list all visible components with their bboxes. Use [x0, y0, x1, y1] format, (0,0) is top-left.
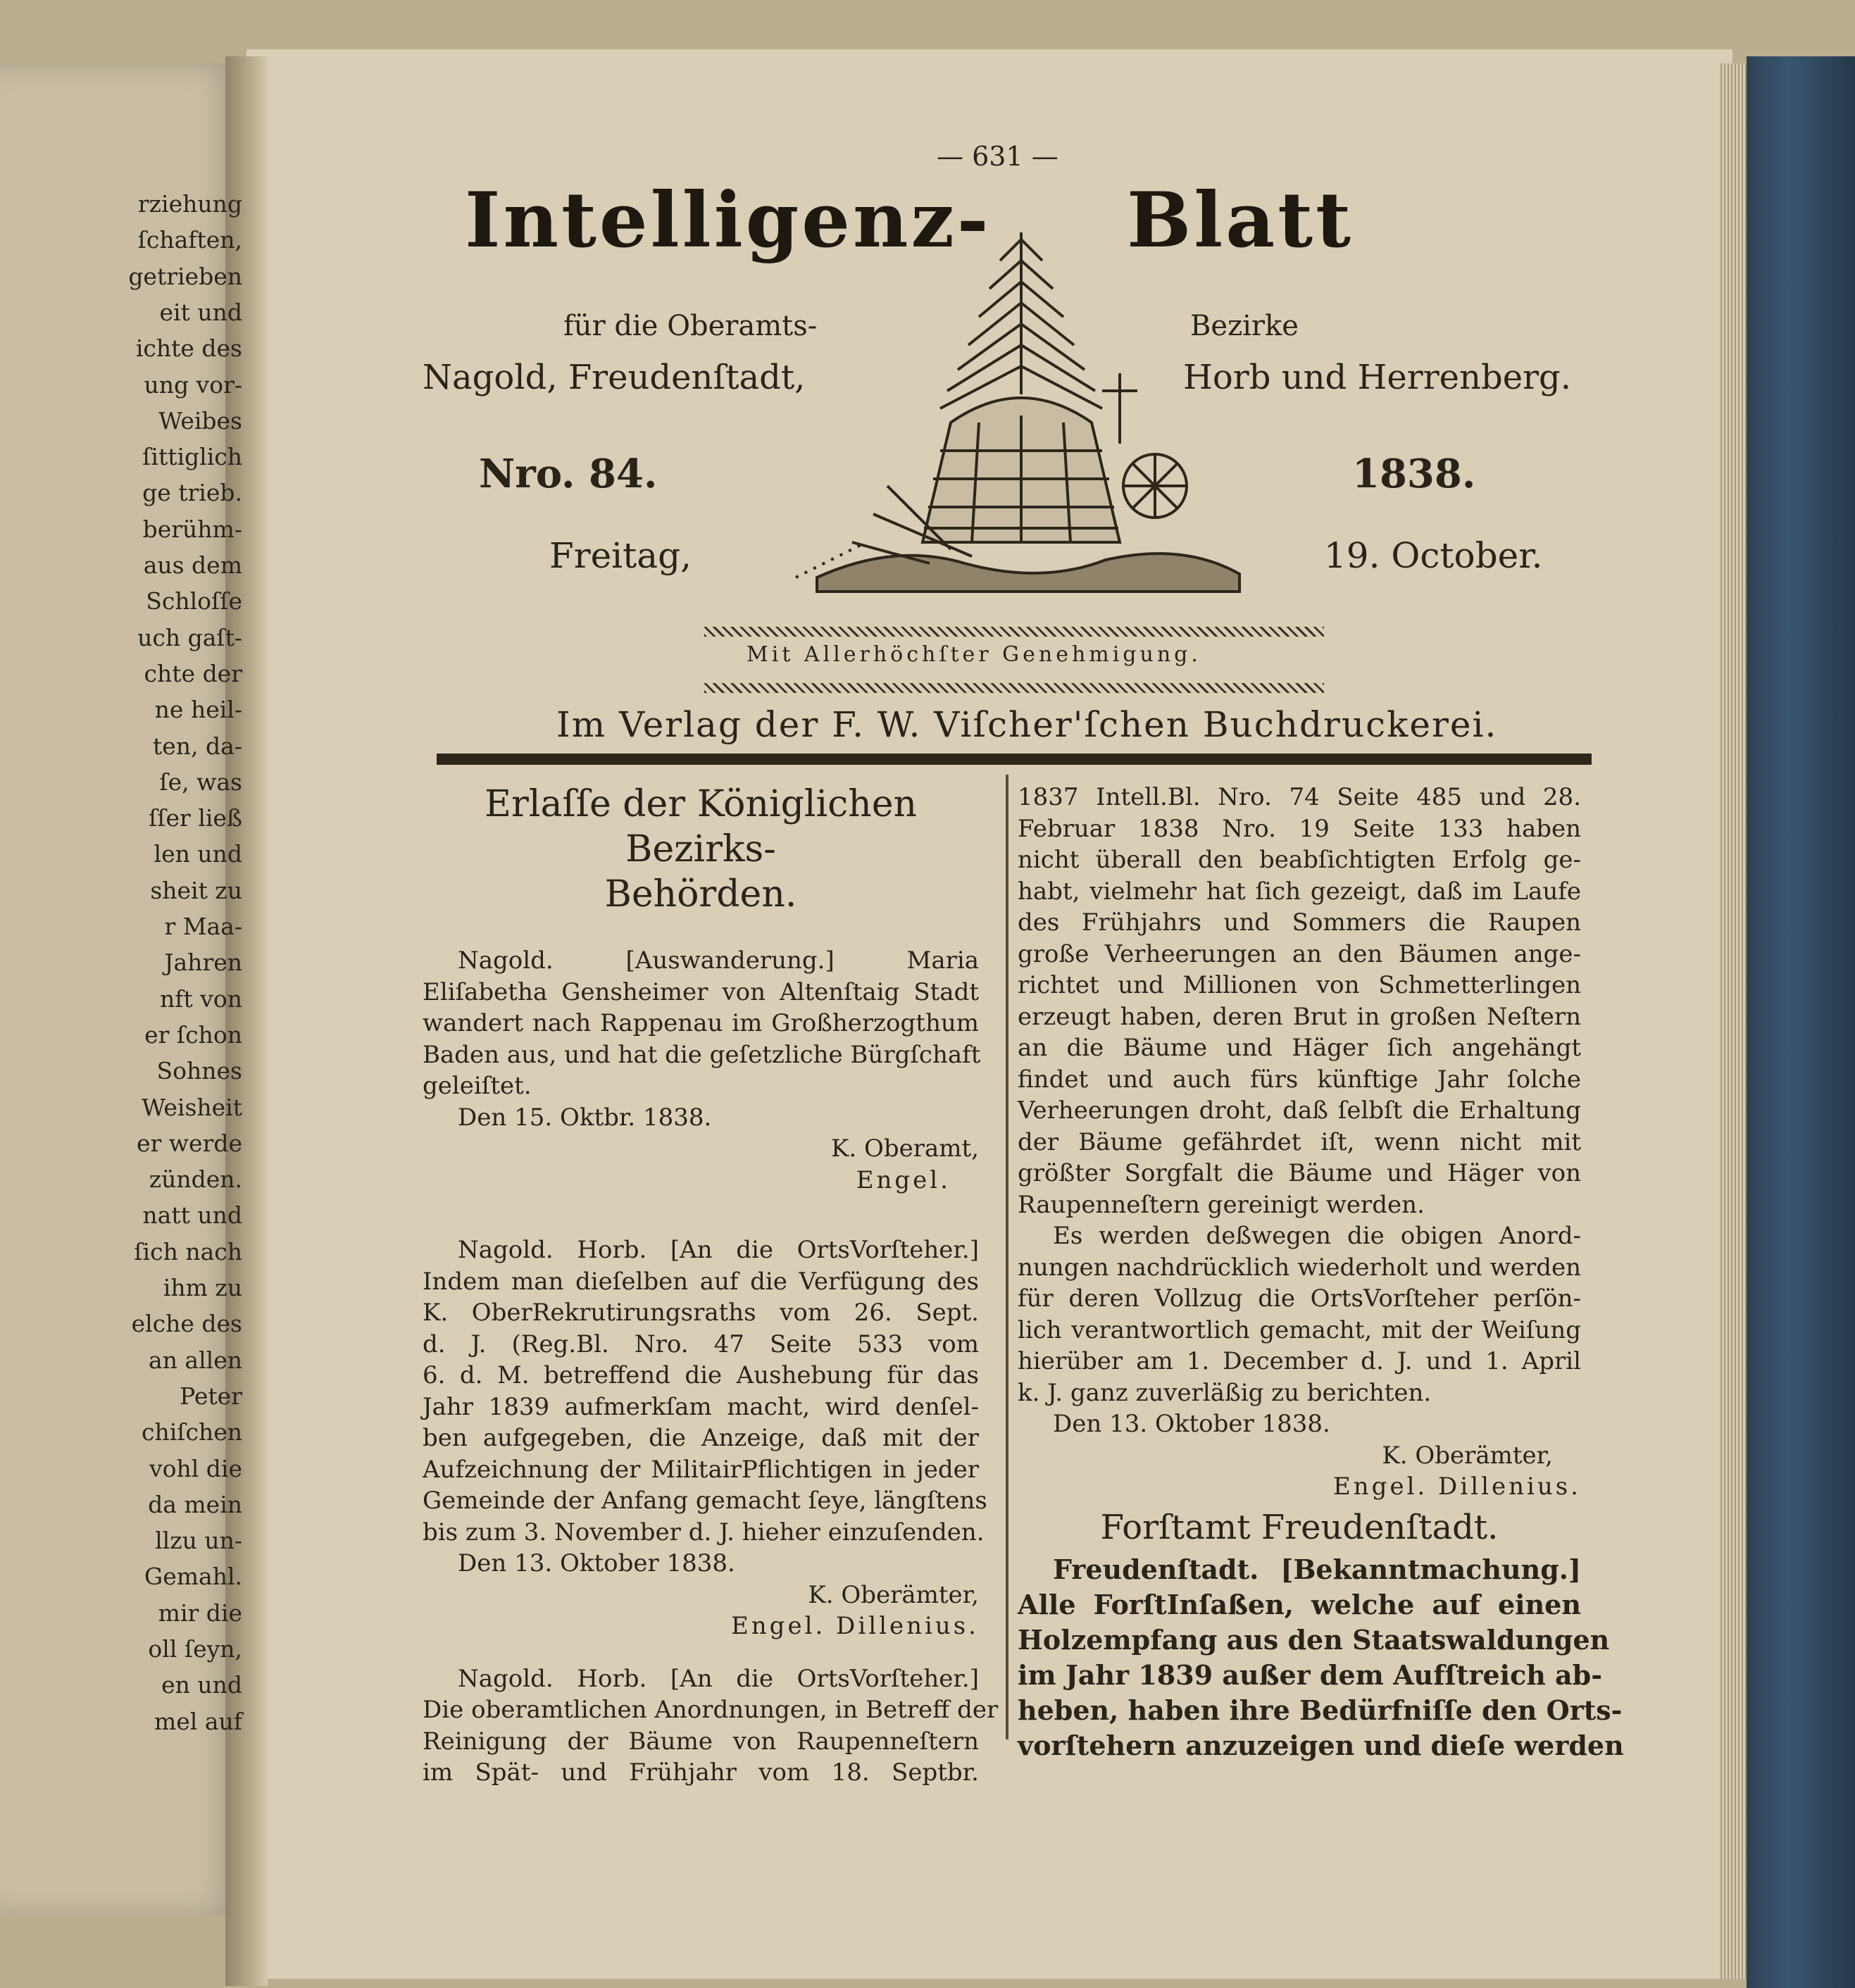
left-page-line: ſittiglich	[142, 443, 242, 471]
notice-signature-name: Engel.	[856, 1165, 951, 1194]
left-page-line: ſich nach	[134, 1237, 242, 1265]
text-line: Gemeinde der Anfang gemacht ſeye, längſtens	[423, 1487, 987, 1515]
text-line: größter Sorgfalt die Bäume und Häger von	[1018, 1159, 1581, 1187]
column-divider	[1006, 775, 1008, 1739]
text-line: vorſtehern anzuzeigen und dieſe werden	[1018, 1729, 1624, 1761]
section-title-forestry: Forſtamt Freudenſtadt.	[1100, 1507, 1499, 1547]
left-page-line: da mein	[148, 1490, 242, 1518]
text-line: findet und auch fürs künftige Jahr ſolche	[1018, 1065, 1581, 1094]
left-page-line: ung vor-	[144, 370, 242, 399]
left-page-line: nft von	[160, 984, 242, 1013]
ground	[817, 554, 1239, 592]
left-page-line: elche des	[131, 1310, 242, 1338]
text-line: d. J. (Reg.Bl. Nro. 47 Seite 533 vom	[423, 1330, 979, 1358]
left-page-line: natt und	[142, 1201, 242, 1230]
page-edges	[1718, 63, 1747, 1979]
text-line: Holzempfang aus den Staatswaldungen	[1018, 1623, 1610, 1656]
heavy-rule	[437, 754, 1592, 765]
left-page-line: Gemahl.	[144, 1563, 242, 1591]
notice-caterpillars-continued	[1018, 782, 1581, 1220]
column-left	[423, 782, 999, 1789]
text-line: 6. d. M. betreffend die Aushebung für das	[423, 1361, 979, 1389]
text-line: der Bäume gefährdet iſt, wenn nicht mit	[1018, 1127, 1581, 1156]
text-line: im Jahr 1839 außer dem Aufſtreich ab-	[1018, 1658, 1603, 1691]
left-page-line: mel auf	[154, 1707, 242, 1735]
text-line: für deren Vollzug die OrtsVorſteher perſön-	[1018, 1284, 1581, 1313]
notice-date: Den 13. Oktober 1838.	[1053, 1410, 1330, 1438]
text-line: nungen nachdrücklich wiederholt und werden	[1018, 1253, 1581, 1282]
left-page-line: an allen	[149, 1346, 242, 1374]
ornamental-rule-top	[704, 627, 1324, 637]
left-page-line: er ſchon	[144, 1020, 242, 1049]
left-page-line: berühm-	[142, 515, 242, 543]
left-page-line: rziehung	[137, 190, 242, 218]
book-spine	[1747, 56, 1855, 1988]
left-page-line: chiſchen	[141, 1418, 242, 1446]
left-page-line: uch gaſt-	[137, 623, 242, 651]
issue-year: 1838.	[1352, 451, 1476, 497]
left-page-line: Weisheit	[142, 1093, 242, 1121]
text-line: große Verheerungen an den Bäumen ange-	[1018, 939, 1581, 968]
text-line: erzeugt haben, deren Brut in großen Neſtern	[1018, 1002, 1581, 1031]
column-right	[1018, 782, 1624, 1763]
text-line: geleiſtet.	[423, 1072, 532, 1100]
notice-caterpillars-order	[1018, 1220, 1581, 1408]
text-line: hierüber am 1. December d. J. und 1. April	[1018, 1347, 1581, 1375]
left-page-line: ſchaften,	[137, 226, 242, 254]
page-number: — 631 —	[937, 141, 1058, 172]
left-page-line: chte der	[144, 659, 242, 687]
left-page-line: len und	[154, 840, 242, 868]
left-page-line: getrieben	[128, 262, 242, 290]
left-page-line: ten, da-	[153, 732, 242, 760]
notice-signature-name: Engel. Dillenius.	[1332, 1473, 1581, 1501]
notice-emigration	[423, 945, 979, 1102]
text-line: heben, haben ihre Bedürfniſſe den Orts-	[1018, 1694, 1623, 1726]
issue-weekday: Freitag,	[549, 535, 692, 576]
left-page-line: mir die	[158, 1599, 242, 1627]
notice-wood-supply	[1018, 1552, 1624, 1763]
left-page-line: sheit zu	[150, 876, 242, 904]
left-page-line: llzu un-	[155, 1527, 242, 1555]
notice-date: Den 15. Oktbr. 1838.	[458, 1103, 712, 1132]
left-page-line: Schloſſe	[146, 587, 242, 615]
text-line: richtet und Millionen von Schmetterlingen	[1018, 971, 1581, 999]
title-right: Blatt	[1127, 176, 1354, 265]
text-line: Reinigung der Bäume von Raupenneſtern	[423, 1727, 979, 1756]
section-title-authorities: Erlaſſe der Königlichen Bezirks- Behörden.	[485, 783, 917, 915]
notice-signature-office: K. Oberämter,	[1382, 1441, 1553, 1470]
left-page-line: ſſer ließ	[149, 804, 242, 832]
text-line: lich verantwortlich gemacht, mit der Weiſung	[1018, 1315, 1581, 1344]
text-line: Indem man dieſelben auf die Verfügung des	[423, 1267, 979, 1296]
text-line: Nagold. [Auswanderung.] Maria	[458, 946, 979, 975]
text-line: Jahr 1839 aufmerkſam macht, wird denſel-	[423, 1392, 979, 1421]
notice-signature-office: K. Oberamt,	[830, 1134, 979, 1163]
subtitle-left: für die Oberamts-	[563, 310, 818, 342]
issue-date: 19. October.	[1324, 535, 1543, 576]
text-line: 1837 Intell.Bl. Nro. 74 Seite 485 und 28.	[1018, 783, 1581, 811]
notice-signature-name: Engel. Dillenius.	[730, 1612, 979, 1640]
left-page-line: ihm zu	[163, 1274, 242, 1301]
left-page-line: Peter	[180, 1382, 242, 1410]
left-page-line: Sohnes	[156, 1057, 242, 1085]
text-line: im Spät- und Frühjahr vom 18. Septbr.	[423, 1758, 979, 1787]
text-line: K. OberRekrutirungsraths vom 26. Sept.	[423, 1299, 979, 1327]
left-page-line: zünden.	[149, 1165, 242, 1194]
text-line: nicht überall den beabſichtigten Erfolg ge-	[1018, 846, 1581, 874]
text-line: Februar 1838 Nro. 19 Seite 133 haben	[1018, 814, 1581, 843]
text-line: habt, vielmehr hat ſich gezeigt, daß im Laufe	[1018, 877, 1581, 906]
notice-caterpillars	[423, 1663, 999, 1789]
text-line: Nagold. Horb. [An die OrtsVorſteher.]	[458, 1236, 979, 1264]
text-line: k. J. ganz zuverläßig zu berichten.	[1018, 1378, 1432, 1407]
text-line: ben aufgegeben, die Anzeige, daß mit der	[423, 1424, 979, 1452]
publisher-line: Im Verlag der F. W. Viſcher'ſchen Buchdruckerei.	[556, 704, 1498, 745]
left-page-line: ſe, was	[159, 768, 242, 796]
left-page-line: vohl die	[149, 1454, 242, 1482]
text-line: Nagold. Horb. [An die OrtsVorſteher.]	[458, 1664, 979, 1693]
masthead-emblem	[789, 211, 1254, 606]
notice-date: Den 13. Oktober 1838.	[458, 1549, 735, 1577]
places-left: Nagold, Freudenſtadt,	[423, 358, 806, 397]
text-line: wandert nach Rappenau im Großherzogthum	[423, 1009, 979, 1037]
text-line: Die oberamtlichen Anordnungen, in Betreff der	[423, 1696, 999, 1724]
left-page-line: ge trieb.	[142, 479, 242, 507]
text-line: Es werden deßwegen die obigen Anord-	[1053, 1222, 1581, 1250]
notice-recruitment	[423, 1234, 987, 1548]
text-line: Verheerungen droht, daß ſelbſt die Erhaltung	[1018, 1096, 1581, 1125]
left-page-line: er werde	[137, 1129, 242, 1157]
left-page-line: Jahren	[164, 949, 242, 977]
text-line: Alle ForſtInſaßen, welche auf einen	[1018, 1588, 1581, 1620]
ornamental-rule-bottom	[704, 683, 1324, 693]
cross-icon	[1102, 373, 1137, 444]
approval-line: Mit Allerhöchſter Genehmigung.	[747, 642, 1201, 667]
subtitle-right: Bezirke	[1190, 310, 1299, 342]
text-line: an die Bäume und Häger ſich angehängt	[1018, 1034, 1581, 1062]
text-line: Eliſabetha Gensheimer von Altenſtaig Stadt	[423, 977, 979, 1006]
left-page-line: aus dem	[143, 551, 242, 579]
left-page-line: r Maa-	[164, 913, 242, 940]
left-page-line: oll ſeyn,	[148, 1635, 242, 1663]
left-page-line: ichte des	[135, 335, 242, 363]
places-right: Horb und Herrenberg.	[1183, 358, 1572, 397]
text-line: des Frühjahrs und Sommers die Raupen	[1018, 908, 1581, 937]
left-page-line: ne heil-	[154, 696, 242, 724]
text-line: Freudenſtadt. [Bekanntmachung.]	[1053, 1553, 1581, 1585]
text-line: bis zum 3. November d. J. hieher einzuſenden.	[423, 1518, 985, 1546]
left-page-line: eit und	[159, 298, 242, 326]
issue-number: Nro. 84.	[479, 451, 658, 497]
notice-signature-office: K. Oberämter,	[808, 1580, 979, 1609]
text-line: Aufzeichnung der MilitairPflichtigen in jeder	[423, 1455, 979, 1484]
text-line: Raupenneſtern gereinigt werden.	[1018, 1190, 1425, 1219]
title-left: Intelligenz-	[465, 176, 992, 265]
left-page-line: Weibes	[158, 406, 242, 435]
text-line: Baden aus, und hat die geſetzliche Bürgſchaft	[423, 1040, 981, 1069]
left-page-line: en und	[161, 1671, 242, 1699]
